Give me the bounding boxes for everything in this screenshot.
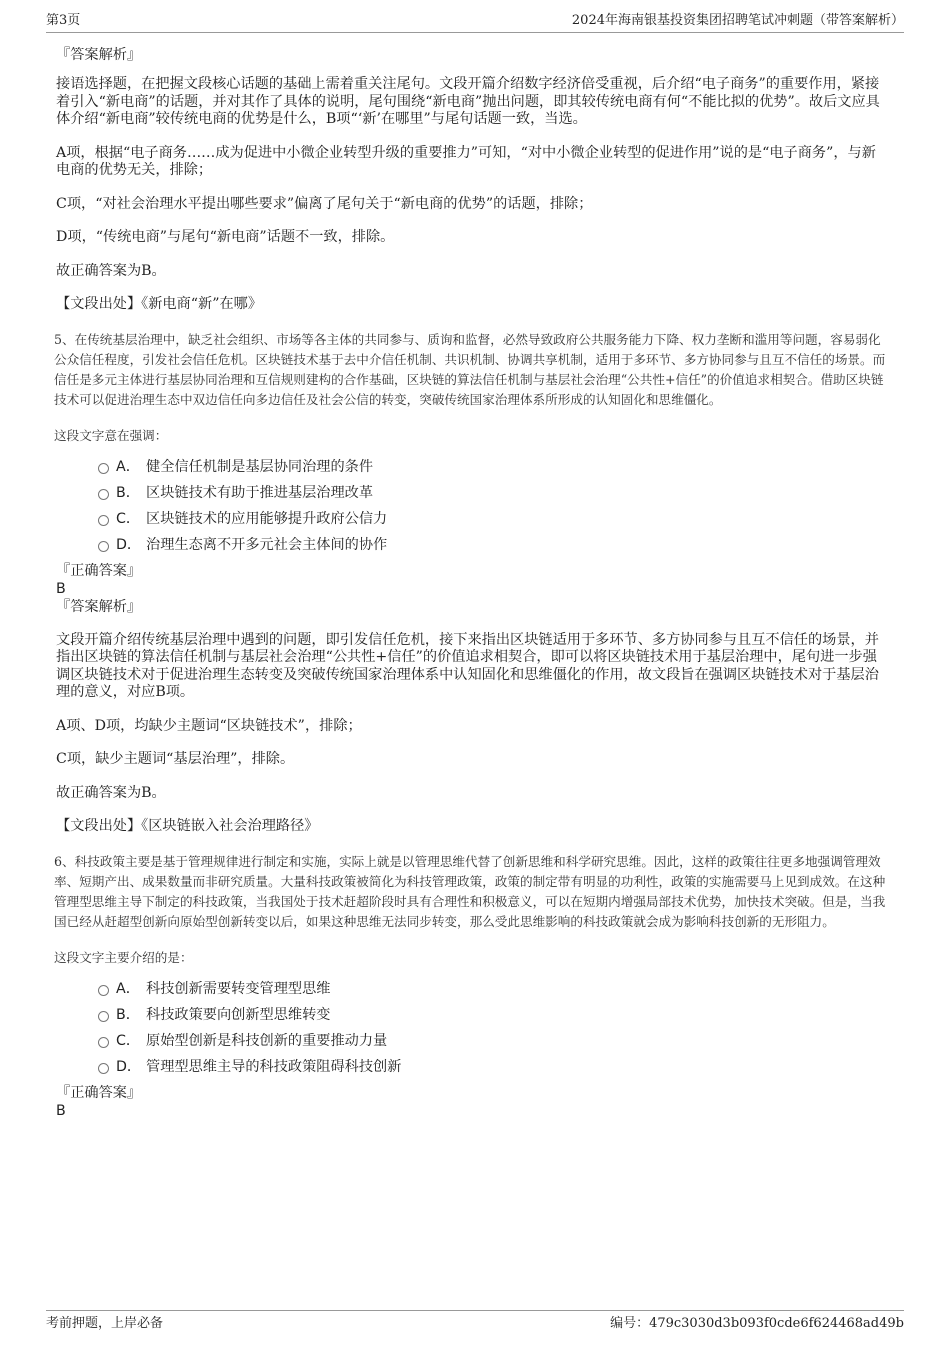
q5-prompt: 这段文字意在强调： [54, 427, 168, 443]
page-header [46, 12, 904, 33]
footer-serial: 编号：479c3030d3b093f0cde6f624468ad49b [610, 1316, 904, 1331]
q4-note-a: A项，根据“电子商务……成为促进中小微企业转型升级的重要推力”可知，“对中小微企业转型的促进作用”说的是“电子商务”，与新电商的优势无关，排除； [56, 144, 876, 178]
q6-stem: 6、科技政策主要是基于管理规律进行制定和实施，实际上就是以管理思维代替了创新思维和科学研究思维。因此，这样的政策往往更多地强调管理效率、短期产出、成果数量而非研究质量。大量科技政策被简化为科技管理政策，政策的制定带有明显的功利性，政策的实施需要马上见到成效。在这种管理型思维主导下制定的科技政策，当我国处于技术赶超阶段时具有合理性和积极意义，可以在短期内增强局部技术优势，加快技术突破。但是，当我国已经从赶超型创新向原始型创新转变以后，如果这种思维无法同步转变，那么受此思维影响的科技政策就会成为影响科技创新的无形阻力。 [54, 853, 886, 929]
q5-note-ad: A项、D项，均缺少主题词“区块链技术”，排除； [56, 717, 362, 734]
q4-analysis: 接语选择题，在把握文段核心话题的基础上需着重关注尾句。文段开篇介绍数字经济倍受重视，后介绍“电子商务”的重要作用，紧接着引入“新电商”的话题，并对其作了具体的说明，尾句围绕“新电商”抛出问题，即其较传统电商有何“不能比拟的优势”。故后文应具体介绍“新电商”较传统电商的优势是什么，B项“‘新’在哪里”与尾句话题一致，当选。 [56, 76, 880, 127]
q6-answer-label: 『正确答案』 [56, 1084, 142, 1101]
q6-option-d[interactable]: D． 管理型思维主导的科技政策阻碍科技创新 [56, 1058, 890, 1084]
radio-icon[interactable] [98, 515, 109, 526]
document-title: 2024年海南银基投资集团招聘笔试冲刺题（带答案解析） [571, 13, 904, 28]
q5-option-b[interactable]: B． 区块链技术有助于推进基层治理改革 [56, 484, 890, 510]
radio-icon[interactable] [98, 1011, 109, 1022]
q4-conclusion: 故正确答案为B。 [56, 262, 166, 279]
q6-option-a[interactable]: A． 科技创新需要转变管理型思维 [56, 980, 890, 1006]
radio-icon[interactable] [98, 489, 109, 500]
radio-icon[interactable] [98, 1037, 109, 1048]
q5-option-c[interactable]: C． 区块链技术的应用能够提升政府公信力 [56, 510, 890, 536]
radio-icon[interactable] [98, 463, 109, 474]
q5-note-c: C项，缺少主题词“基层治理”，排除。 [56, 751, 295, 767]
q5-option-a[interactable]: A． 健全信任机制是基层协同治理的条件 [56, 458, 890, 484]
q6-prompt: 这段文字主要介绍的是： [54, 949, 193, 965]
q5-analysis: 文段开篇介绍传统基层治理中遇到的问题，即引发信任危机，接下来指出区块链适用于多环节、多方协同参与且互不信任的场景，并指出区块链的算法信任机制与基层社会治理“公共性+信任”的价值追求相契合，即可以将区块链技术用于基层治理中，尾句进一步强调区块链技术对于促进治理生态转变及突破传统国家治理体系中认知固化和思维僵化的作用，故文段旨在强调区块链技术对于基层治理的意义，对应B项。 [56, 631, 879, 700]
q5-conclusion: 故正确答案为B。 [56, 784, 166, 801]
page-content [56, 46, 890, 1120]
radio-icon[interactable] [98, 541, 109, 552]
footer-slogan: 考前押题，上岸必备 [46, 1316, 164, 1331]
q5-analysis-label: 『答案解析』 [56, 598, 142, 615]
radio-icon[interactable] [98, 1063, 109, 1074]
q5-stem: 5、在传统基层治理中，缺乏社会组织、市场等各主体的共同参与、质询和监督，必然导致政府公共服务能力下降、权力垄断和滥用等问题，容易弱化公众信任程度，引发社会信任危机。区块链技术基于去中介信任机制、共识机制、协调共享机制，适用于多环节、多方协同参与且互不信任的场景。而信任是多元主体进行基层协同治理和互信规则建构的合作基础，区块链的算法信任机制与基层社会治理“公共性+信任”的价值追求相契合。借助区块链技术可以促进治理生态中双边信任向多边信任及社会公信的转变，突破传统国家治理体系所形成的认知固化和思维僵化。 [54, 331, 886, 407]
page-number: 第3页 [46, 13, 81, 28]
q6-option-b[interactable]: B． 科技政策要向创新型思维转变 [56, 1006, 890, 1032]
radio-icon[interactable] [98, 985, 109, 996]
q5-option-d[interactable]: D． 治理生态离不开多元社会主体间的协作 [56, 536, 890, 562]
q4-analysis-label: 『答案解析』 [56, 47, 142, 63]
q5-source: 【文段出处】《区块链嵌入社会治理路径》 [56, 818, 319, 834]
q6-answer: B [56, 1102, 66, 1119]
q5-options [56, 458, 890, 562]
q5-answer-label: 『正确答案』 [56, 562, 142, 579]
q4-note-d: D项，“传统电商”与尾句“新电商”话题不一致，排除。 [56, 229, 395, 245]
page-footer [46, 1310, 904, 1335]
q4-note-c: C项，“对社会治理水平提出哪些要求”偏离了尾句关于“新电商的优势”的话题，排除； [56, 195, 593, 212]
q5-answer: B [56, 580, 66, 597]
q6-option-c[interactable]: C． 原始型创新是科技创新的重要推动力量 [56, 1032, 890, 1058]
q4-source: 【文段出处】《新电商“新”在哪》 [56, 296, 263, 312]
q6-options [56, 980, 890, 1084]
